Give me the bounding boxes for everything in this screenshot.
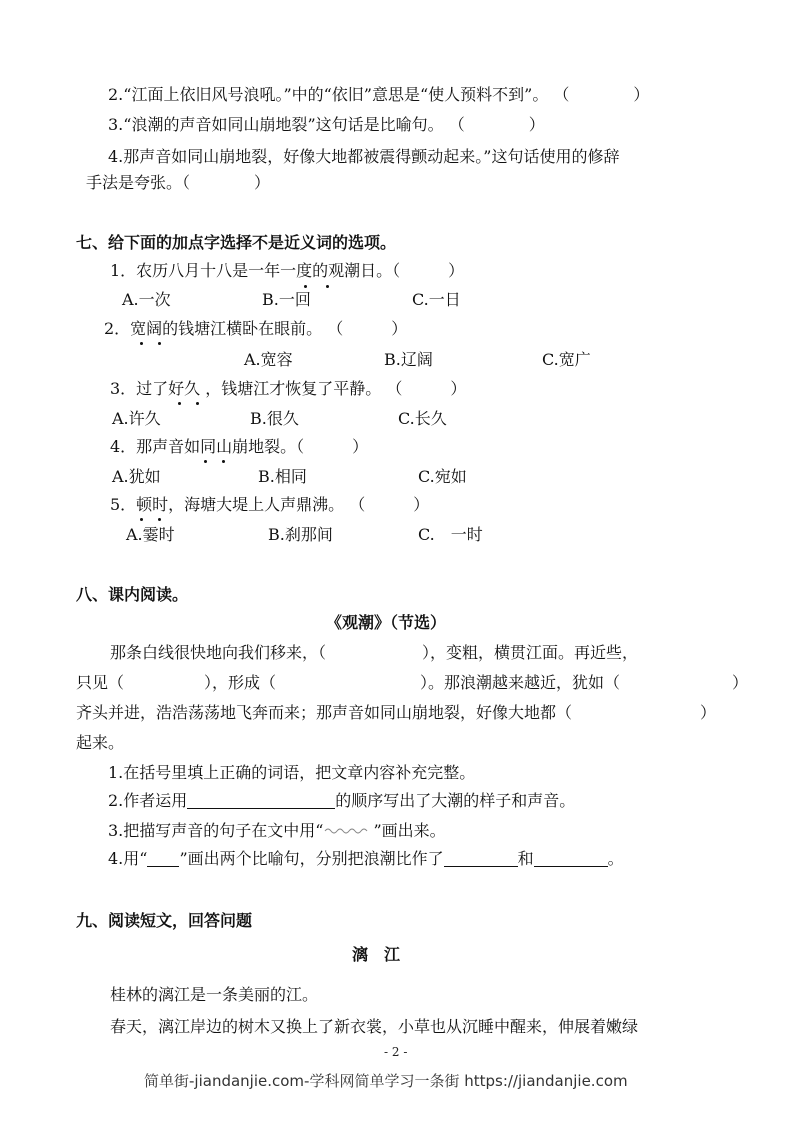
q7-s5-option-a: A.霎时 [126, 525, 175, 544]
q7-s5-option-c: C. 一时 [418, 525, 483, 544]
q9-heading: 九、阅读短文，回答问题 [76, 911, 253, 930]
q8-task-2-part-b: 的顺序写出了大潮的样子和声音。 [335, 791, 576, 810]
answer-blank[interactable] [534, 850, 608, 867]
page-number: - 2 - [384, 1045, 408, 1059]
q7-sentence-5: 5．顿时，海塘大堤上人声鼎沸。 （ ） [110, 495, 430, 514]
q7-s1-option-c: C.一日 [412, 290, 461, 309]
emphasis-dot [222, 460, 225, 463]
answer-blank[interactable] [444, 850, 518, 867]
q7-s2-option-b: B.辽阔 [384, 350, 433, 369]
q8-heading: 八、课内阅读。 [76, 585, 189, 604]
footer-watermark: 简单街-jiandanjie.com-学科网简单学习一条街 https://jiandanjie.com [144, 1072, 628, 1090]
q8-task-2-part-a: 2.作者运用 [108, 791, 188, 810]
q8-task-4-part-d: 。 [607, 849, 624, 868]
q7-s4-option-c: C.宛如 [418, 467, 467, 486]
emphasis-dot [204, 460, 207, 463]
q8-passage-line1: 那条白线很快地向我们移来，（ ），变粗，横贯江面。再近些， [110, 643, 639, 662]
emphasis-dot [304, 285, 307, 288]
q8-task-3-part-a: 3.把描写声音的句子在文中用“ [108, 821, 324, 840]
emphasis-dot [178, 402, 181, 405]
q7-s4-option-b: B.相同 [258, 467, 307, 486]
emphasis-dot [196, 402, 199, 405]
straight-underline-sample [147, 850, 179, 867]
emphasis-dot [158, 342, 161, 345]
q6-item-3: 3.“浪潮的声音如同山崩地裂”这句话是比喻句。 （ ） [108, 115, 545, 134]
q7-sentence-4: 4．那声音如同山崩地裂。（ ） [110, 437, 369, 456]
q7-s5-option-b: B.刹那间 [268, 525, 333, 544]
answer-blank[interactable] [187, 792, 335, 809]
q7-sentence-2: 2．宽阔的钱塘江横卧在眼前。 （ ） [104, 319, 408, 338]
q8-task-4-part-a: 4.用“ [108, 849, 148, 868]
q7-sentence-1: 1．农历八月十八是一年一度的观潮日。（ ） [110, 261, 465, 280]
q7-heading: 七、给下面的加点字选择不是近义词的选项。 [76, 233, 397, 252]
q8-task-3 [108, 820, 446, 842]
q8-passage-line2: 只见（ ），形成（ ）。那浪潮越来越近，犹如（ ） [76, 673, 749, 692]
q7-s2-option-a: A.宽容 [244, 350, 293, 369]
q7-s3-option-b: B.很久 [250, 409, 299, 428]
emphasis-dot [140, 342, 143, 345]
wavy-underline-icon [323, 825, 373, 835]
q7-s1-option-a: A.一次 [122, 290, 171, 309]
q7-s3-option-a: A.许久 [112, 409, 161, 428]
q8-task-4-part-c: 和 [517, 849, 534, 868]
q8-task-2 [108, 790, 575, 812]
q8-task-3-part-b: ”画出来。 [373, 821, 446, 840]
emphasis-dot [158, 518, 161, 521]
q6-item-4-line2: 手法是夸张。（ ） [86, 173, 271, 192]
emphasis-dot [326, 285, 329, 288]
q7-s4-option-a: A.犹如 [112, 467, 161, 486]
emphasis-dot [140, 518, 143, 521]
q8-task-4-part-b: ”画出两个比喻句，分别把浪潮比作了 [179, 849, 444, 868]
q6-item-2: 2.“江面上依旧风号浪吼。”中的“依旧”意思是“使人预料不到”。 （ ） [108, 85, 650, 104]
q9-paragraph-2: 春天，漓江岸边的树木又换上了新衣裳，小草也从沉睡中醒来，伸展着嫩绿 [110, 1017, 639, 1036]
q7-s1-option-b: B.一回 [262, 290, 311, 309]
q8-passage-line4: 起来。 [76, 733, 125, 752]
q7-s2-option-c: C.宽广 [542, 350, 591, 369]
q8-passage-line3: 齐头并进，浩浩荡荡地飞奔而来；那声音如同山崩地裂，好像大地都（ ） [76, 703, 717, 722]
q8-task-4 [108, 848, 624, 870]
q9-passage-title: 漓 江 [352, 945, 401, 964]
q8-task-1: 1.在括号里填上正确的词语，把文章内容补充完整。 [108, 763, 476, 782]
q7-s3-option-c: C.长久 [398, 409, 447, 428]
q6-item-4-line1: 4.那声音如同山崩地裂，好像大地都被震得颤动起来。”这句话使用的修辞 [108, 147, 620, 166]
q7-sentence-3: 3．过了好久 ，钱塘江才恢复了平静。 （ ） [110, 379, 467, 398]
q8-passage-title: 《观潮》（节选） [326, 613, 447, 632]
q9-paragraph-1: 桂林的漓江是一条美丽的江。 [110, 985, 319, 1004]
